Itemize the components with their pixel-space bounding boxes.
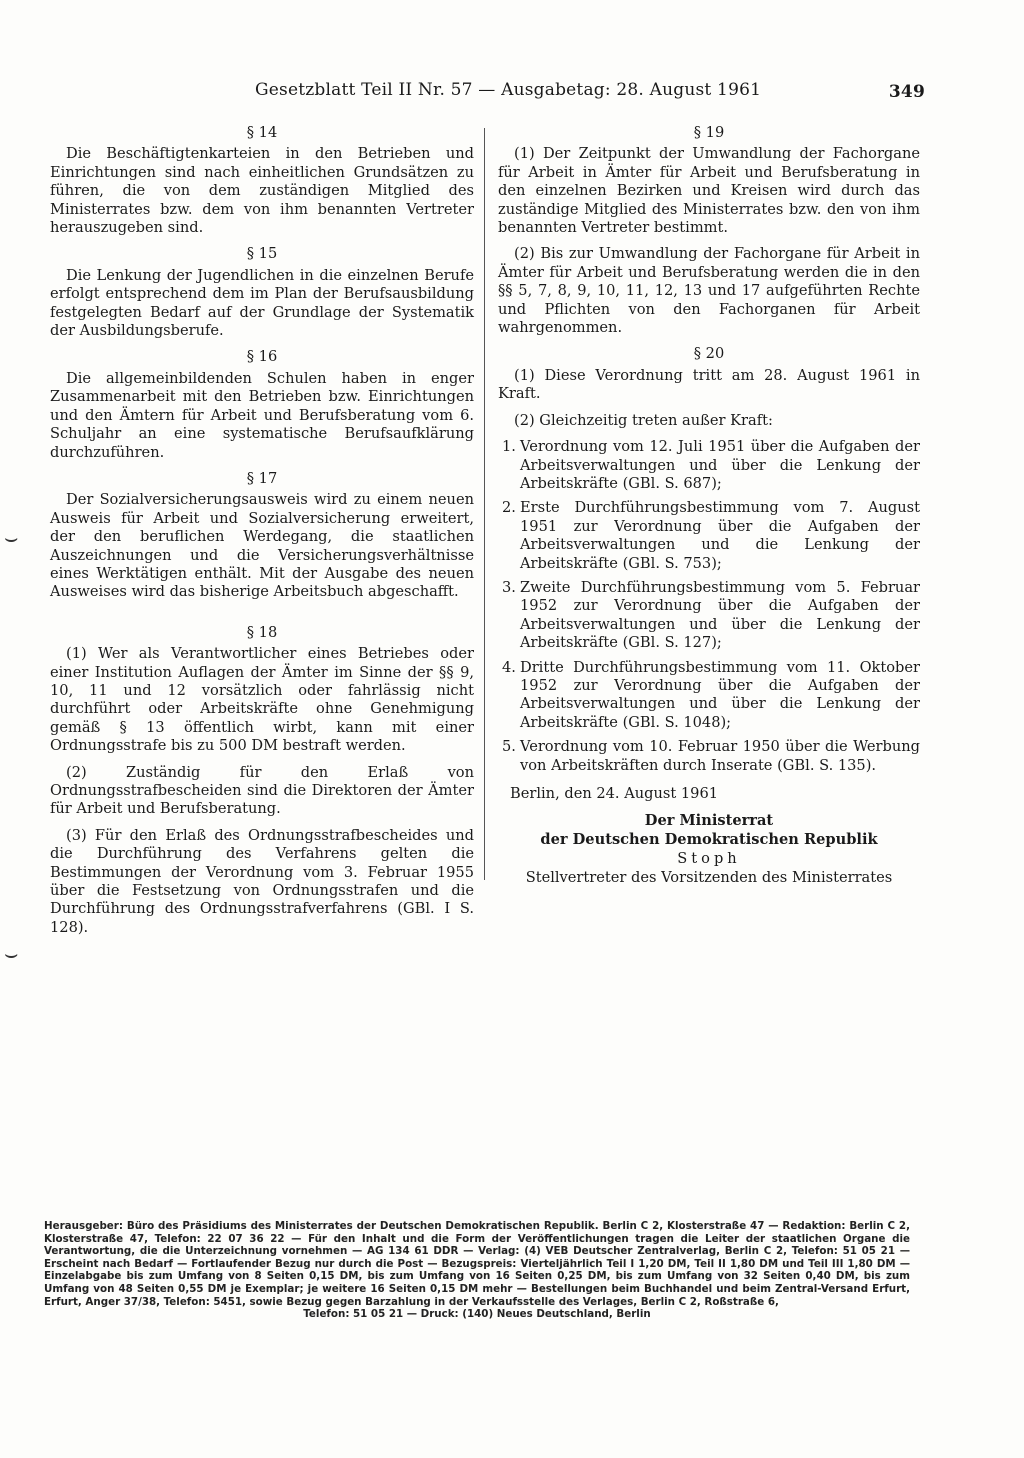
section-15-text: Die Lenkung der Jugendlichen in die einzelnen Berufe erfolgt entsprechend dem im Plan der Berufsausbildung festgelegten Bedarf auf der Grundlage der Systematik der Ausbildungsberufe. [50, 266, 474, 340]
page-number: 349 [888, 82, 925, 102]
list-item-number: 4. [502, 658, 516, 676]
section-20-paragraph-2: (2) Gleichzeitig treten außer Kraft: [514, 411, 773, 429]
column-divider [484, 128, 485, 880]
list-item-text: Verordnung vom 10. Februar 1950 über die Werbung von Arbeitskräften durch Inserate (GBl. S. 135). [520, 738, 920, 774]
signatory-role: Stellvertreter des Vorsitzenden des Ministerrates [525, 869, 893, 887]
section-heading-16: § 16 [246, 348, 278, 366]
list-item-number: 3. [502, 578, 516, 596]
signatory-name: Stoph [677, 850, 741, 868]
list-item-text: Verordnung vom 12. Juli 1951 über die Aufgaben der Arbeitsverwaltungen und über die Lenkung der Arbeitskräfte (GBl. S. 687); [520, 438, 920, 492]
section-heading-14: § 14 [246, 124, 278, 141]
list-item-text: Zweite Durchführungsbestimmung vom 5. Februar 1952 zur Verordnung über die Aufgaben der Arbeitsverwaltungen und über die Lenkung der Arbeitskräfte (GBl. S. 127); [520, 578, 920, 652]
imprint-text: Herausgeber: Büro des Präsidiums des Ministerrates der Deutschen Demokratischen Republik. Berlin C 2, Klosterstraße 47 — Redaktion: Berlin C 2, Klosterstraße 47, Telefon: 22 07 36 22 — Für den Inhalt und die Form der Veröffentlichungen tragen die Leiter der staatlichen Organe die Verantwortung, die die Unterzeichnung vornehmen — AG 134 61 DDR — Verlag: (4) VEB Deutscher Zentralverlag, Berlin C 2, Telefon: 51 05 21 — Erscheint nach Bedarf — Fortlaufender Bezug nur durch die Post — Bezugspreis: Vierteljährlich Teil I 1,20 DM, Teil II 1,80 DM und Teil III 1,80 DM — Einzelabgabe bis zum Umfang von 8 Seiten 0,15 DM, bis zum Umfang von 16 Seiten 0,25 DM, bis zum Umfang von 32 Seiten 0,40 DM, bis zum Umfang von 48 Seiten 0,55 DM je Exemplar; je weitere 16 Seiten 0,15 DM mehr — Bestellungen beim Buchhandel und beim Zentral-Versand Erfurt, Erfurt, Anger 37/38, Telefon: 5451, sowie Bezug gegen Barzahlung in der Verkaufsstelle des Verlages, Berlin C 2, Roßstraße 6, [44, 1220, 910, 1308]
dateline: Berlin, den 24. August 1961 [510, 785, 719, 802]
section-heading-20: § 20 [693, 345, 725, 363]
section-16-text: Die allgemeinbildenden Schulen haben in enger Zusammenarbeit mit den Betrieben bzw. Einrichtungen und den Ämtern für Arbeit und Berufsberatung vom 6. Schuljahr an eine systematische Berufsaufklärung durchzuführen. [50, 369, 474, 461]
header-title: Gesetzblatt Teil II Nr. 57 — Ausgabetag: 28. August 1961 [255, 80, 762, 100]
imprint-footer [44, 1220, 910, 1321]
signature-body-line-2: der Deutschen Demokratischen Republik [540, 831, 878, 849]
list-item [498, 438, 920, 493]
section-19-paragraph-2: (2) Bis zur Umwandlung der Fachorgane für Arbeit in Ämter für Arbeit und Berufsberatung werden die in den §§ 5, 7, 8, 9, 10, 11, 12, 13 und 17 aufgeführten Rechte und Pflichten von den Fachorganen für Arbeit wahrgenommen. [498, 245, 920, 337]
list-item-number: 5. [502, 738, 516, 756]
list-item [498, 659, 920, 733]
section-heading-18: § 18 [246, 623, 278, 641]
list-item [498, 499, 920, 573]
section-heading-19: § 19 [693, 124, 725, 141]
section-18-paragraph-2: (2) Zuständig für den Erlaß von Ordnungsstrafbescheiden sind die Direktoren der Ämter für Arbeit und Berufsberatung. [50, 763, 474, 818]
list-item-number: 1. [502, 438, 516, 456]
page-header [255, 80, 925, 108]
list-item-text: Dritte Durchführungsbestimmung vom 11. Oktober 1952 zur Verordnung über die Aufgaben der Arbeitsverwaltungen und über die Lenkung der Arbeitskräfte (GBl. S. 1048); [520, 658, 920, 731]
list-item [498, 579, 920, 653]
signature-block [498, 811, 920, 887]
spacer [50, 610, 474, 624]
list-item [498, 738, 920, 775]
list-item-number: 2. [502, 499, 516, 517]
section-heading-15: § 15 [246, 245, 278, 263]
section-18-paragraph-1: (1) Wer als Verantwortlicher eines Betriebes oder einer Institution Auflagen der Ämter im Sinne der §§ 9, 10, 11 und 12 vorsätzlich oder fahrlässig nicht durchführt oder Arbeitskräfte ohne Genehmigung gemäß § 13 öffentlich wirbt, kann mit einer Ordnungsstrafe bis zu 500 DM bestraft werden. [50, 645, 474, 755]
list-item-text: Erste Durchführungsbestimmung vom 7. August 1951 zur Verordnung über die Aufgaben der Arbeitsverwaltungen und die Lenkung der Arbeitskräfte (GBl. S. 753); [520, 499, 920, 572]
section-14-text: Die Beschäftigtenkarteien in den Betrieben und Einrichtungen sind nach einheitlichen Grundsätzen zu führen, die von dem zuständigen Mitglied des Ministerrates bzw. dem von ihm benannten Vertreter herauszugeben sind. [50, 145, 474, 237]
section-19-paragraph-1: (1) Der Zeitpunkt der Umwandlung der Fachorgane für Arbeit in Ämter für Arbeit und Berufsberatung in den einzelnen Bezirken und Kreisen wird durch das zuständige Mitglied des Ministerrates bzw. den von ihm benannten Vertreter bestimmt. [498, 145, 920, 237]
repealed-regulations-list [498, 438, 920, 775]
margin-tick-mark: ⌣ [4, 942, 19, 967]
margin-tick-mark: ⌣ [4, 526, 19, 551]
imprint-print-line: Telefon: 51 05 21 — Druck: (140) Neues Deutschland, Berlin [303, 1308, 651, 1321]
section-20-paragraph-1: (1) Diese Verordnung tritt am 28. August 1961 in Kraft. [498, 366, 920, 403]
right-column [498, 124, 920, 887]
left-column [50, 124, 474, 945]
section-heading-17: § 17 [246, 469, 278, 487]
section-18-paragraph-3: (3) Für den Erlaß des Ordnungsstrafbescheides und die Durchführung des Verfahrens gelten die Bestimmungen der Verordnung vom 3. Februar 1955 über die Festsetzung von Ordnungsstrafen und die Durchführung des Ordnungsstrafverfahrens (GBl. I S. 128). [50, 826, 474, 936]
section-17-text: Der Sozialversicherungsausweis wird zu einem neuen Ausweis für Arbeit und Sozialversicherung erweitert, der den beruflichen Werdegang, die staatlichen Auszeichnungen und die Versicherungsverhältnisse eines Werktätigen enthält. Mit der Ausgabe des neuen Ausweises wird das bisherige Arbeitsbuch abgeschafft. [50, 491, 474, 601]
signature-body-line-1: Der Ministerrat [644, 812, 774, 830]
